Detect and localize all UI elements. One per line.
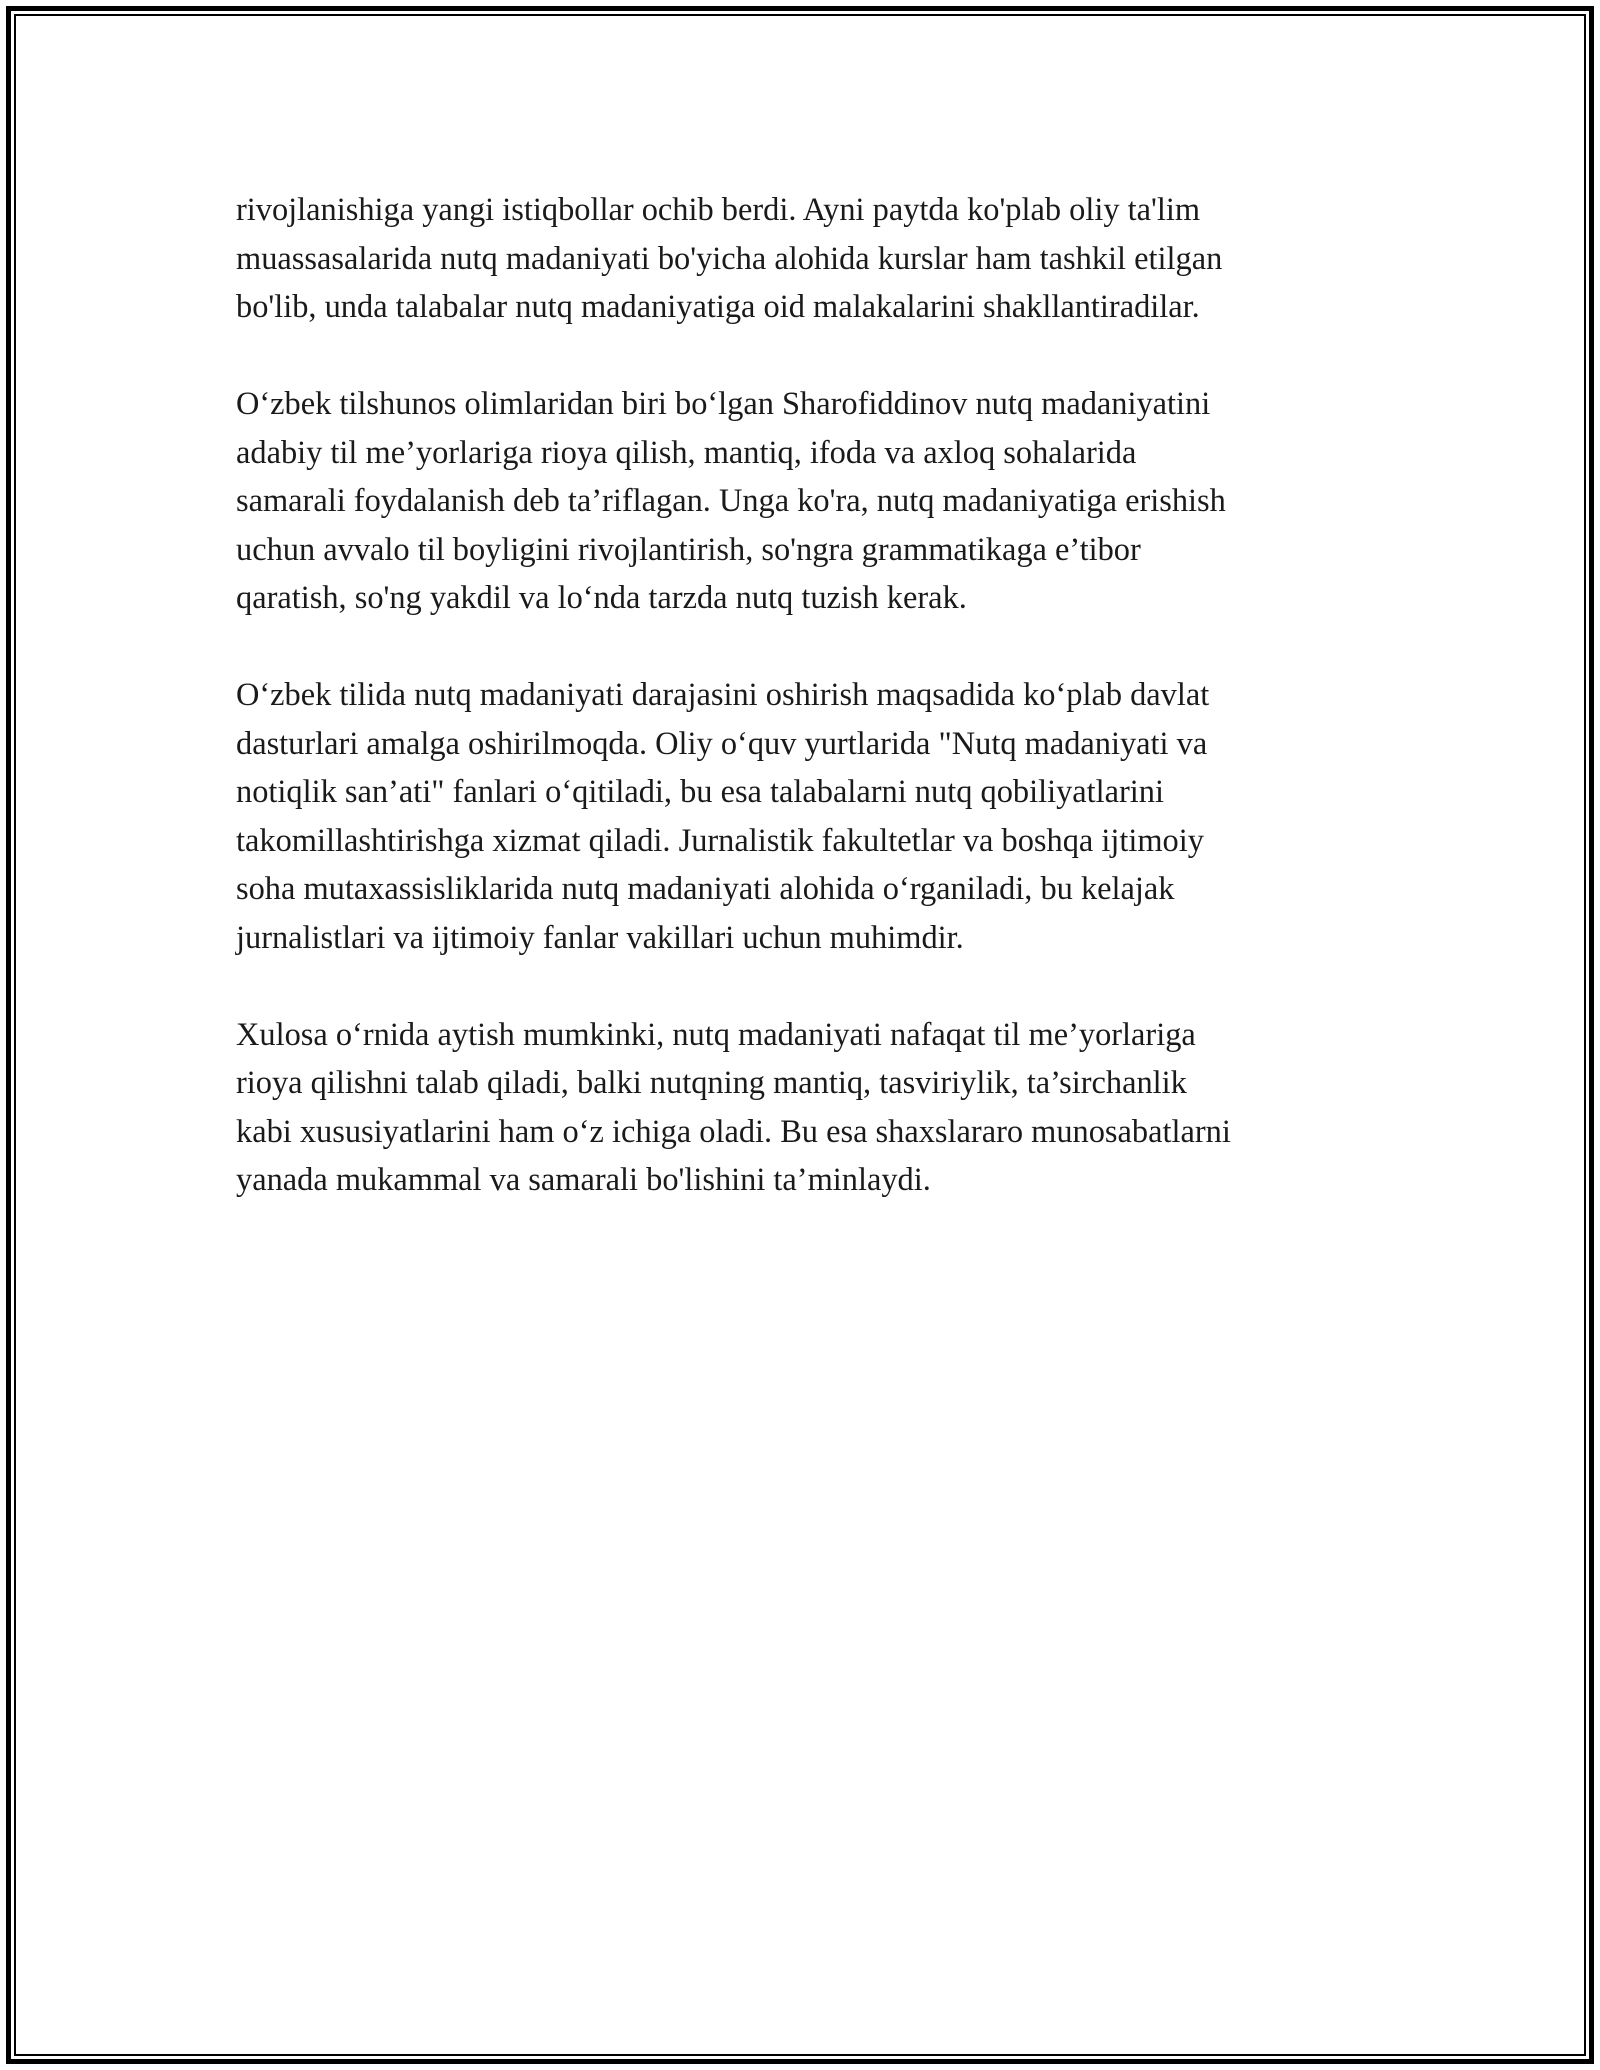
paragraph-line: soha mutaxassisliklarida nutq madaniyati alohida o‘rganiladi, bu kelajak xyxy=(236,871,1175,907)
paragraph-line: O‘zbek tilida nutq madaniyati darajasini oshirish maqsadida ko‘plab davlat xyxy=(236,677,1210,713)
paragraph-line: adabiy til me’yorlariga rioya qilish, mantiq, ifoda va axloq sohalarida xyxy=(236,434,1137,471)
paragraph-line: takomillashtirishga xizmat qiladi. Jurnalistik fakultetlar va boshqa ijtimoiy xyxy=(236,822,1204,859)
paragraph-3 xyxy=(236,671,1376,962)
paragraph-line: rioya qilishni talab qiladi, balki nutqning mantiq, tasviriylik, ta’sirchanlik xyxy=(236,1065,1187,1101)
paragraph-line: Xulosa o‘rnida aytish mumkinki, nutq madaniyati nafaqat til me’yorlariga xyxy=(236,1016,1196,1053)
paragraph-line: samarali foydalanish deb ta’riflagan. Unga ko'ra, nutq madaniyatiga erishish xyxy=(236,483,1226,519)
paragraph-4 xyxy=(236,1011,1376,1205)
paragraph-line: bo'lib, unda talabalar nutq madaniyatiga oid malakalarini shakllantiradilar. xyxy=(236,289,1200,325)
paragraph-line: O‘zbek tilshunos olimlaridan biri bo‘lgan Sharofiddinov nutq madaniyatini xyxy=(236,386,1211,422)
paragraph-line: kabi xususiyatlarini ham o‘z ichiga oladi. Bu esa shaxslararo munosabatlarni xyxy=(236,1113,1231,1150)
paragraph-2 xyxy=(236,380,1376,623)
paragraph-line: jurnalistlari va ijtimoiy fanlar vakillari uchun muhimdir. xyxy=(236,919,964,956)
paragraph-line: yanada mukammal va samarali bo'lishini ta’minlaydi. xyxy=(236,1162,931,1198)
paragraph-line: notiqlik san’ati" fanlari o‘qitiladi, bu esa talabalarni nutq qobiliyatlarini xyxy=(236,774,1165,810)
paragraph-line: dasturlari amalga oshirilmoqda. Oliy o‘quv yurtlarida "Nutq madaniyati va xyxy=(236,725,1208,762)
document-body xyxy=(236,186,1376,1253)
paragraph-line: muassasalarida nutq madaniyati bo'yicha alohida kurslar ham tashkil etilgan xyxy=(236,240,1223,277)
paragraph-line: uchun avvalo til boyligini rivojlantirish, so'ngra grammatikaga e’tibor xyxy=(236,531,1141,568)
paragraph-1 xyxy=(236,186,1376,332)
paragraph-line: rivojlanishiga yangi istiqbollar ochib berdi. Ayni paytda ko'plab oliy ta'lim xyxy=(236,192,1201,228)
paragraph-line: qaratish, so'ng yakdil va lo‘nda tarzda nutq tuzish kerak. xyxy=(236,580,967,616)
